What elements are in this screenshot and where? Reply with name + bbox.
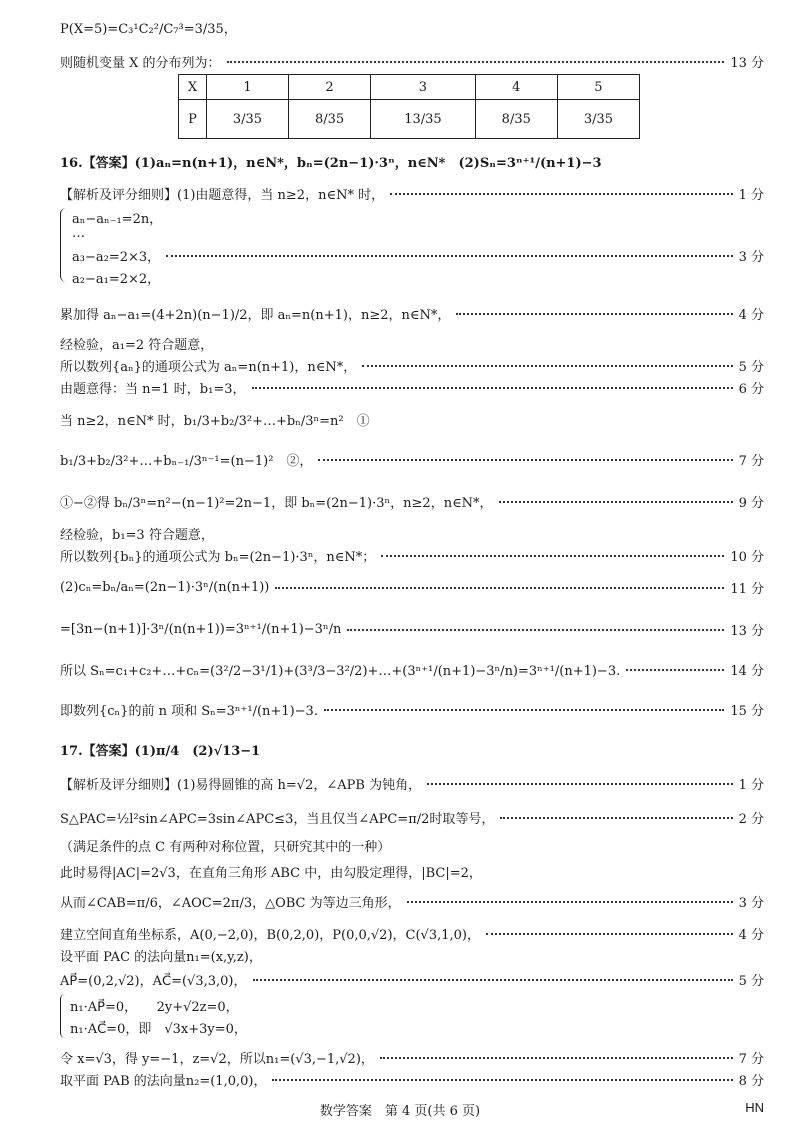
line-1: 则随机变量 X 的分布列为： 13 分	[60, 56, 764, 71]
line-17: (2)cₙ=bₙ/aₙ=(2n−1)·3ⁿ/(n(n+1)) 11 分	[60, 580, 764, 597]
table-cell: 3	[371, 75, 476, 100]
line-28: 设平面 PAC 的法向量n₁=(x,y,z)，	[60, 950, 262, 965]
footer-code: HN	[745, 1100, 764, 1115]
line-9: 经检验，a₁=2 符合题意，	[60, 338, 214, 353]
line-21: 17.【答案】(1)π/4 (2)√13−1	[60, 744, 261, 759]
line-10: 所以数列{aₙ}的通项公式为 aₙ=n(n+1)，n∈N*， 5 分	[60, 360, 764, 375]
line-16: 所以数列{bₙ}的通项公式为 bₙ=(2n−1)·3ⁿ，n∈N*； 10 分	[60, 550, 764, 565]
table-cell: 4	[475, 75, 557, 100]
table-cell: 2	[289, 75, 371, 100]
table-cell: 3/35	[557, 100, 639, 139]
table-cell: 3/35	[206, 100, 288, 139]
line-11: 由题意得：当 n=1 时，b₁=3， 6 分	[60, 382, 764, 397]
line-18: =[3n−(n+1)]·3ⁿ/(n(n+1))=3ⁿ⁺¹/(n+1)−3ⁿ/n 13 分	[60, 622, 764, 639]
table-cell: P	[179, 100, 207, 139]
system-brace	[60, 994, 69, 1038]
line-8: 累加得 aₙ−a₁=(4+2n)(n−1)/2，即 aₙ=n(n+1)，n≥2，n∈N*， 4 分	[60, 308, 764, 323]
line-29: AP⃗=(0,2,√2)，AC⃗=(√3,3,0)， 5 分	[60, 974, 764, 989]
line-22: 【解析及评分细则】(1)易得圆锥的高 h=√2，∠APB 为钝角， 1 分	[60, 778, 764, 793]
line-7: a₂−a₁=2×2，	[72, 272, 161, 287]
table-cell: 8/35	[289, 100, 371, 139]
system-brace	[60, 208, 71, 282]
line-20: 即数列{cₙ}的前 n 项和 Sₙ=3ⁿ⁺¹/(n+1)−3. 15 分	[60, 704, 764, 719]
line-13: b₁/3+b₂/3²+…+bₙ₋₁/3ⁿ⁻¹=(n−1)² ②， 7 分	[60, 454, 764, 469]
line-12: 当 n≥2，n∈N* 时，b₁/3+b₂/3²+…+bₙ/3ⁿ=n² ①	[60, 414, 370, 429]
line-32: 令 x=√3，得 y=−1，z=√2，所以n₁=(√3,−1,√2)， 7 分	[60, 1052, 764, 1067]
line-25: 此时易得|AC|=2√3，在直角三角形 ABC 中，由勾股定理得，|BC|=2，	[60, 866, 482, 881]
table-cell: 8/35	[475, 100, 557, 139]
line-0: P(X=5)=C₃¹C₂²/C₇³=3/35，	[60, 22, 237, 37]
line-6: a₃−a₂=2×3， 3 分	[72, 250, 764, 265]
line-30: n₁·AP⃗=0， 2y+√2z=0，	[70, 1000, 239, 1015]
line-14: ①−②得 bₙ/3ⁿ=n²−(n−1)²=2n−1，即 bₙ=(2n−1)·3ⁿ，n≥2，n∈N*， 9 分	[60, 496, 764, 511]
line-4: aₙ−aₙ₋₁=2n，	[72, 212, 163, 227]
line-15: 经检验，b₁=3 符合题意，	[60, 528, 214, 543]
line-24: （满足条件的点 C 有两种对称位置，只研究其中的一种）	[60, 840, 391, 855]
line-3: 【解析及评分细则】(1)由题意得，当 n≥2，n∈N* 时， 1 分	[60, 188, 764, 203]
line-27: 建立空间直角坐标系，A(0,−2,0)，B(0,2,0)，P(0,0,√2)，C(√3,1,0)， 4 分	[60, 928, 764, 943]
line-23: S△PAC=½l²sin∠APC=3sin∠APC≤3，当且仅当∠APC=π/2时取等号， 2 分	[60, 812, 764, 827]
line-26: 从而∠CAB=π/6，∠AOC=2π/3，△OBC 为等边三角形， 3 分	[60, 896, 764, 911]
table-cell: 5	[557, 75, 639, 100]
table-cell: X	[179, 75, 207, 100]
line-5: …	[72, 226, 85, 241]
table-cell: 13/35	[371, 100, 476, 139]
line-31: n₁·AC⃗=0，即 √3x+3y=0，	[70, 1022, 247, 1037]
line-33: 取平面 PAB 的法向量n₂=(1,0,0)， 8 分	[60, 1074, 764, 1089]
line-2: 16.【答案】(1)aₙ=n(n+1)，n∈N*，bₙ=(2n−1)·3ⁿ，n∈N* (2)Sₙ=3ⁿ⁺¹/(n+1)−3	[60, 156, 602, 171]
page-footer: 数学答案 第 4 页(共 6 页)	[319, 1104, 481, 1119]
line-19: 所以 Sₙ=c₁+c₂+…+cₙ=(3²/2−3¹/1)+(3³/3−3²/2)+…+(3ⁿ⁺¹/(n+1)−3ⁿ/n)=3ⁿ⁺¹/(n+1)−3. 14 分	[60, 664, 764, 679]
distribution-table	[178, 74, 640, 139]
table-cell: 1	[206, 75, 288, 100]
